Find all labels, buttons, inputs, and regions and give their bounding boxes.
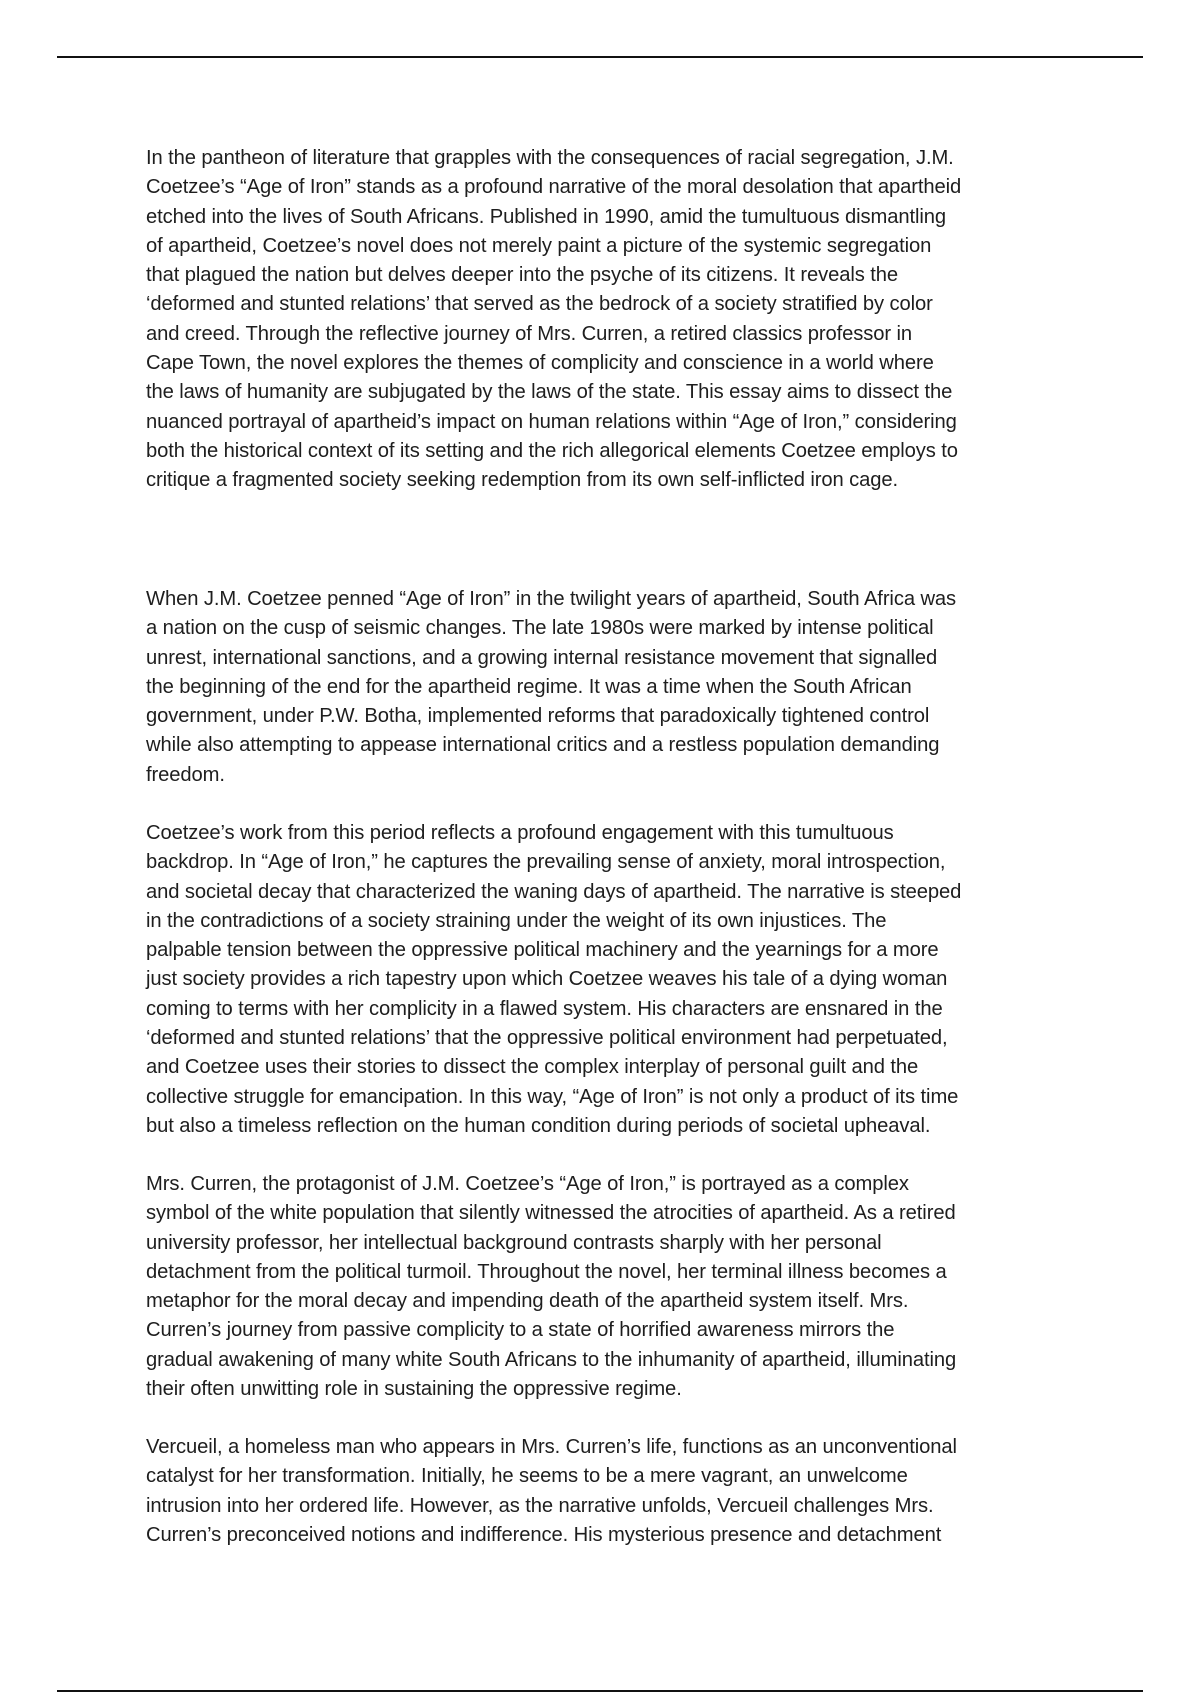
paragraph-vercueil: Vercueil, a homeless man who appears in Mrs. Curren’s life, functions as an unconventional catalyst for her transformation. Initially, he seems to be a mere vagrant, an unwelcome intrusion into her ordered life. However, as the narrative unfolds, Vercueil challenges Mrs. Curren’s preconceived notions and indifference. His mysterious presence and detachment [146,1436,957,1546]
paragraph-mrs-curren: Mrs. Curren, the protagonist of J.M. Coetzee’s “Age of Iron,” is portrayed as a complex symbol of the white population that silently witnessed the atrocities of apartheid. As a retired university professor, her intellectual background contrasts sharply with her personal detachment from the political turmoil. Throughout the novel, her terminal illness becomes a metaphor for the moral decay and impending death of the apartheid system itself. Mrs. Curren’s journey from passive complicity to a state of horrified awareness mirrors the gradual awakening of many white South Africans to the inhumanity of apartheid, illuminating their often unwitting role in sustaining the oppressive regime. [146,1173,957,1401]
paragraph-coetzee-engagement: Coetzee’s work from this period reflects a profound engagement with this tumultuous backdrop. In “Age of Iron,” he captures the prevailing sense of anxiety, moral introspection, and societal decay that characterized the waning days of apartheid. The narrative is steeped in the contradictions of a society straining under the weight of its own injustices. The palpable tension between the oppressive political machinery and the yearnings for a more just society provides a rich tapestry upon which Coetzee weaves his tale of a dying woman coming to terms with her complicity in a flawed system. His characters are ensnared in the ‘deformed and stunted relations’ that the oppressive political environment had perpetuated, and Coetzee uses their stories to dissect the complex interplay of personal guilt and the collective struggle for emancipation. In this way, “Age of Iron” is not only a product of its time but also a timeless reflection on the human condition during periods of societal upheaval. [146,822,962,1137]
footer-rule [57,1690,1143,1692]
paragraph-historical-context: When J.M. Coetzee penned “Age of Iron” in the twilight years of apartheid, South Africa was a nation on the cusp of seismic changes. The late 1980s were marked by intense political unrest, international sanctions, and a growing internal resistance movement that signalled the beginning of the end for the apartheid regime. It was a time when the South African government, under P.W. Botha, implemented reforms that paradoxically tightened control while also attempting to appease international critics and a restless population demanding freedom. [146,588,957,786]
paragraph-introduction: In the pantheon of literature that grapples with the consequences of racial segregation, J.M. Coetzee’s “Age of Iron” stands as a profound narrative of the moral desolation that apartheid etched into the lives of South Africans. Published in 1990, amid the tumultuous dismantling of apartheid, Coetzee’s novel does not merely paint a picture of the systemic segregation that plagued the nation but delves deeper into the psyche of its citizens. It reveals the ‘deformed and stunted relations’ that served as the bedrock of a society stratified by color and creed. Through the reflective journey of Mrs. Curren, a retired classics professor in Cape Town, the novel explores the themes of complicity and conscience in a world where the laws of humanity are subjugated by the laws of the state. This essay aims to dissect the nuanced portrayal of apartheid’s impact on human relations within “Age of Iron,” considering both the historical context of its setting and the rich allegorical elements Coetzee employs to critique a fragmented society seeking redemption from its own self-inflicted iron cage. [146,147,962,492]
header-rule [57,56,1143,58]
